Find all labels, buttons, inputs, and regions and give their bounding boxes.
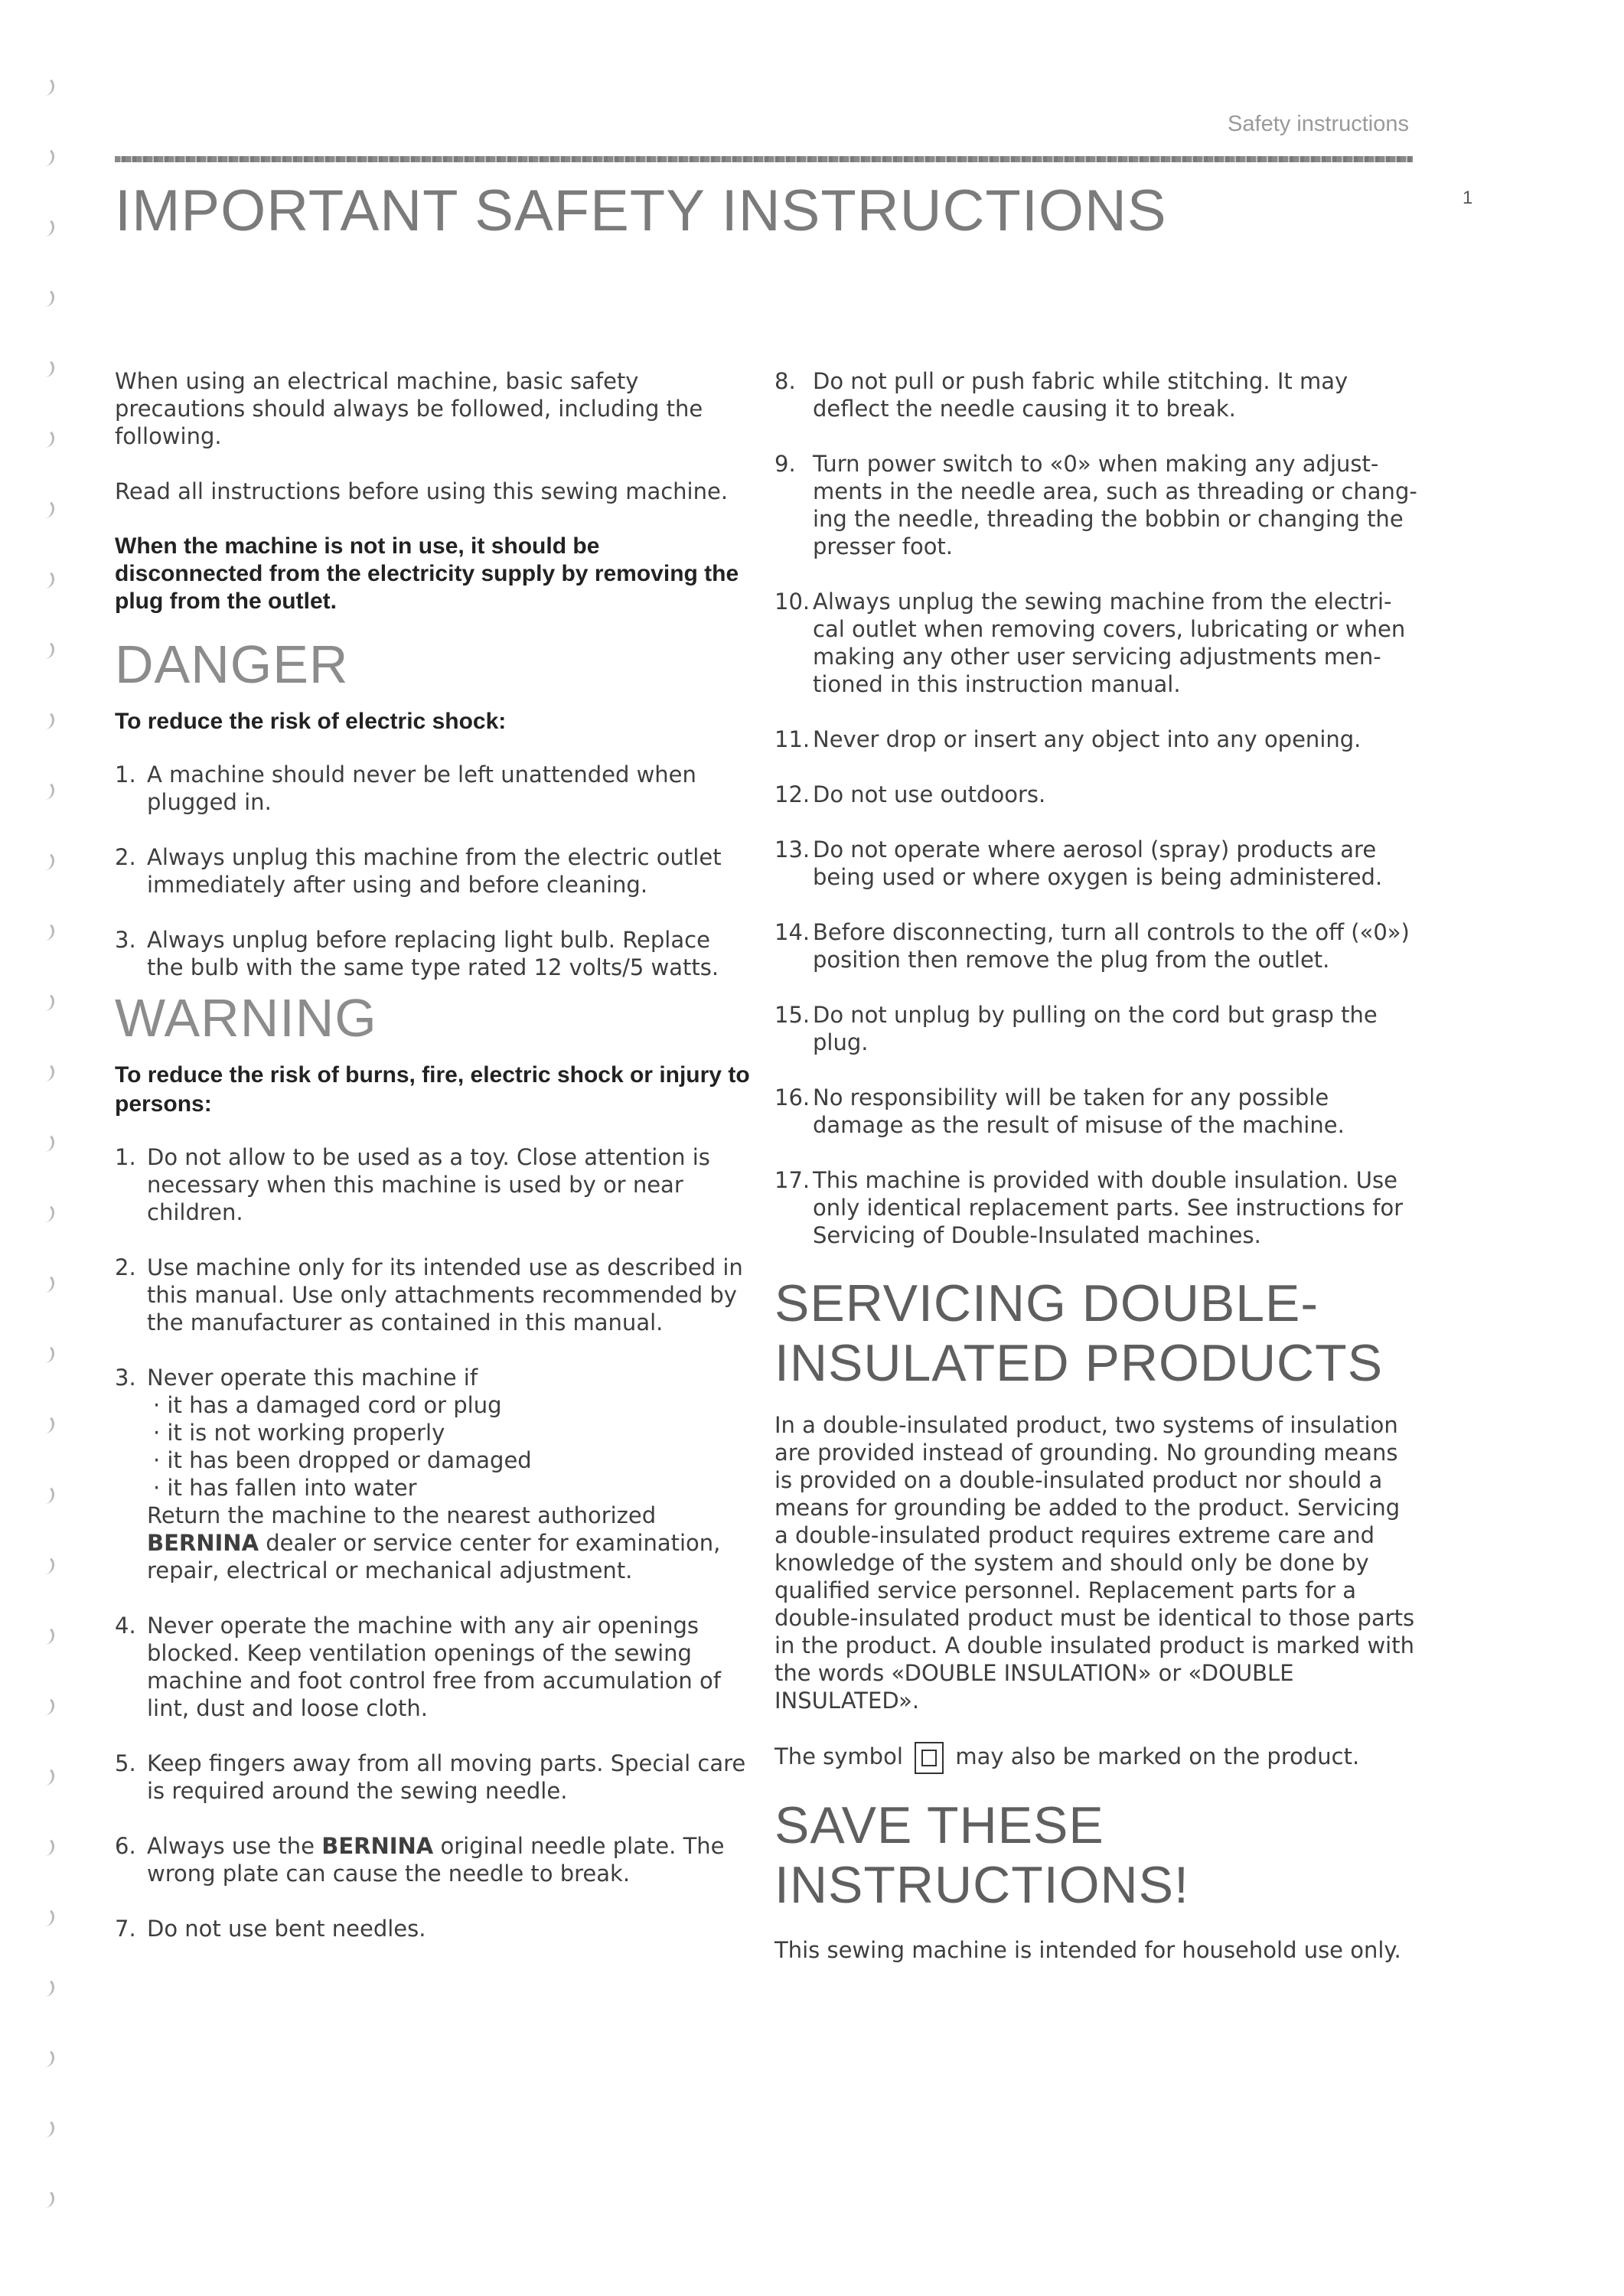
danger-subheading: To reduce the risk of electric shock: (115, 709, 507, 734)
item-number: 4. (115, 1613, 136, 1639)
item-lead: Never operate this machine if (147, 1365, 478, 1391)
condition-item: · it has been dropped or damaged (153, 1447, 532, 1473)
left-column (115, 367, 750, 1942)
item-number: 12. (774, 781, 810, 807)
list-item (115, 1832, 750, 1887)
condition-item: · it is not working properly (153, 1420, 445, 1446)
double-insulation-icon (915, 1742, 944, 1774)
item-text: Turn power switch to «0» when making any adjust-ments in the needle area, such as threading or chang-ing the needle, threading the bobbin or changing the presser foot. (813, 451, 1417, 559)
list-item (774, 1084, 1417, 1139)
item-text: Always unplug the sewing machine from the electri-cal outlet when removing covers, lubricating or when making any other user servicing adjustments men-tioned in this instruction manual. (813, 589, 1406, 697)
warning-subheading: To reduce the risk of burns, fire, electric shock or injury to persons: (115, 1062, 750, 1117)
disconnect-note: When the machine is not in use, it should be disconnected from the electricity supply by removing the plug from the outlet. (115, 533, 739, 614)
item-number: 3. (115, 1365, 136, 1391)
item-text: Use machine only for its intended use as described in this manual. Use only attachments recommended by the manufacturer as contained in this manual. (147, 1254, 743, 1336)
item-number: 13. (774, 837, 810, 863)
condition-item: · it has fallen into water (153, 1475, 417, 1501)
item-text: Never drop or insert any object into any opening. (813, 726, 1361, 752)
item-number: 16. (774, 1084, 810, 1110)
servicing-heading (774, 1274, 1417, 1393)
list-item (774, 781, 1417, 808)
list-item (115, 1364, 750, 1584)
page-number: 1 (1463, 188, 1473, 208)
item-text: Keep fingers away from all moving parts. Special care is required around the sewing needle. (147, 1750, 746, 1804)
item-text: Always unplug this machine from the electric outlet immediately after using and before cleaning. (147, 844, 722, 898)
item-number: 1. (115, 1144, 136, 1170)
danger-list (115, 761, 750, 981)
binding-holes (35, 77, 66, 2204)
page-title: IMPORTANT SAFETY INSTRUCTIONS (115, 178, 1167, 243)
item-text: Do not operate where aerosol (spray) products are being used or where oxygen is being administered. (813, 837, 1383, 890)
item-text: Never operate the machine with any air openings blocked. Keep ventilation openings of the sewing machine and foot control free from accumulation of lint, dust and loose cloth. (147, 1613, 721, 1721)
item-text (147, 1364, 750, 1584)
symbol-text-end: may also be marked on the product. (955, 1743, 1360, 1769)
brand-name: BERNINA (147, 1530, 259, 1556)
danger-heading: DANGER (115, 634, 349, 694)
item-number: 6. (115, 1833, 136, 1859)
item-text-start: Always use the (147, 1833, 315, 1859)
right-column (774, 367, 1417, 1964)
item-number: 11. (774, 726, 810, 752)
intro-paragraph: When using an electrical machine, basic safety precautions should always be followed, including the following. (115, 368, 703, 449)
brand-name: BERNINA (321, 1833, 434, 1859)
save-heading (774, 1795, 1417, 1915)
list-item (115, 1750, 750, 1805)
item-text: Do not unplug by pulling on the cord but grasp the plug. (813, 1002, 1378, 1055)
item-text-end: original needle plate. The wrong plate can cause the needle to break. (147, 1833, 725, 1887)
item-number: 15. (774, 1002, 810, 1028)
servicing-body: In a double-insulated product, two systems of insulation are provided instead of grounding. No grounding means is provided on a double-insulated product nor should a means for grounding be added to the product. Servicing a double-insulated product requires extreme care and knowledge of the system and should only be done by qualified service personnel. Replacement parts for a double-insulated product must be identical to those parts in the product. A double insulated product is marked with the words «DOUBLE INSULATION» or «DOUBLE INSULATED». (774, 1412, 1415, 1714)
condition-list (147, 1391, 750, 1502)
save-heading-line1: SAVE THESE (774, 1796, 1104, 1854)
item-number: 2. (115, 1254, 136, 1280)
read-instructions-paragraph: Read all instructions before using this sewing machine. (115, 478, 729, 504)
list-item (115, 843, 750, 899)
warning-heading: WARNING (115, 988, 377, 1048)
list-item (774, 1001, 1417, 1056)
list-item (115, 1143, 750, 1226)
item-text: This machine is provided with double insulation. Use only identical replacement parts. See instructions for Servicing of Double-Insulated machines. (813, 1167, 1404, 1248)
item-number: 1. (115, 762, 136, 788)
list-item (115, 761, 750, 816)
list-item (115, 1254, 750, 1336)
item-text: A machine should never be left unattended when plugged in. (147, 762, 696, 815)
list-item (115, 926, 750, 981)
list-item (774, 450, 1417, 560)
item-text: Do not pull or push fabric while stitching. It may deflect the needle causing it to break. (813, 368, 1348, 422)
item-number: 2. (115, 844, 136, 870)
item-number: 7. (115, 1916, 136, 1942)
servicing-heading-line2: INSULATED PRODUCTS (774, 1334, 1384, 1392)
symbol-text-start: The symbol (774, 1743, 903, 1769)
save-heading-line2: INSTRUCTIONS! (774, 1856, 1189, 1914)
item-text: Do not use outdoors. (813, 781, 1046, 807)
item-number: 14. (774, 919, 810, 945)
list-item (774, 918, 1417, 974)
list-item (774, 588, 1417, 698)
list-item (774, 1166, 1417, 1249)
list-item (774, 367, 1417, 422)
servicing-heading-line1: SERVICING DOUBLE- (774, 1274, 1319, 1332)
list-item (115, 1915, 750, 1942)
item-text: Do not allow to be used as a toy. Close attention is necessary when this machine is used by or near children. (147, 1144, 710, 1225)
header-rule (115, 156, 1413, 162)
item-text (147, 1832, 750, 1887)
item-text: Always unplug before replacing light bulb. Replace the bulb with the same type rated 12 volts/5 watts. (147, 927, 719, 980)
household-use-note: This sewing machine is intended for household use only. (774, 1937, 1401, 1963)
warning-list (115, 1143, 750, 1942)
condition-item: · it has a damaged cord or plug (153, 1392, 502, 1418)
symbol-line (774, 1742, 1417, 1774)
return-text-continued: dealer or service center for examination, repair, electrical or mechanical adjustment. (147, 1530, 721, 1583)
list-item (774, 726, 1417, 753)
list-item (115, 1612, 750, 1722)
item-number: 17. (774, 1167, 810, 1193)
continued-list (774, 367, 1417, 1249)
section-label: Safety instructions (1228, 112, 1409, 136)
item-number: 5. (115, 1750, 136, 1776)
list-item (774, 836, 1417, 891)
item-number: 3. (115, 927, 136, 953)
item-number: 9. (774, 451, 796, 477)
item-text: Do not use bent needles. (147, 1916, 426, 1942)
return-text: Return the machine to the nearest authorized (147, 1502, 657, 1528)
item-number: 10. (774, 589, 810, 615)
item-text: Before disconnecting, turn all controls to the off («0») position then remove the plug from the outlet. (813, 919, 1410, 973)
item-text: No responsibility will be taken for any possible damage as the result of misuse of the machine. (813, 1084, 1345, 1138)
item-number: 8. (774, 368, 796, 394)
